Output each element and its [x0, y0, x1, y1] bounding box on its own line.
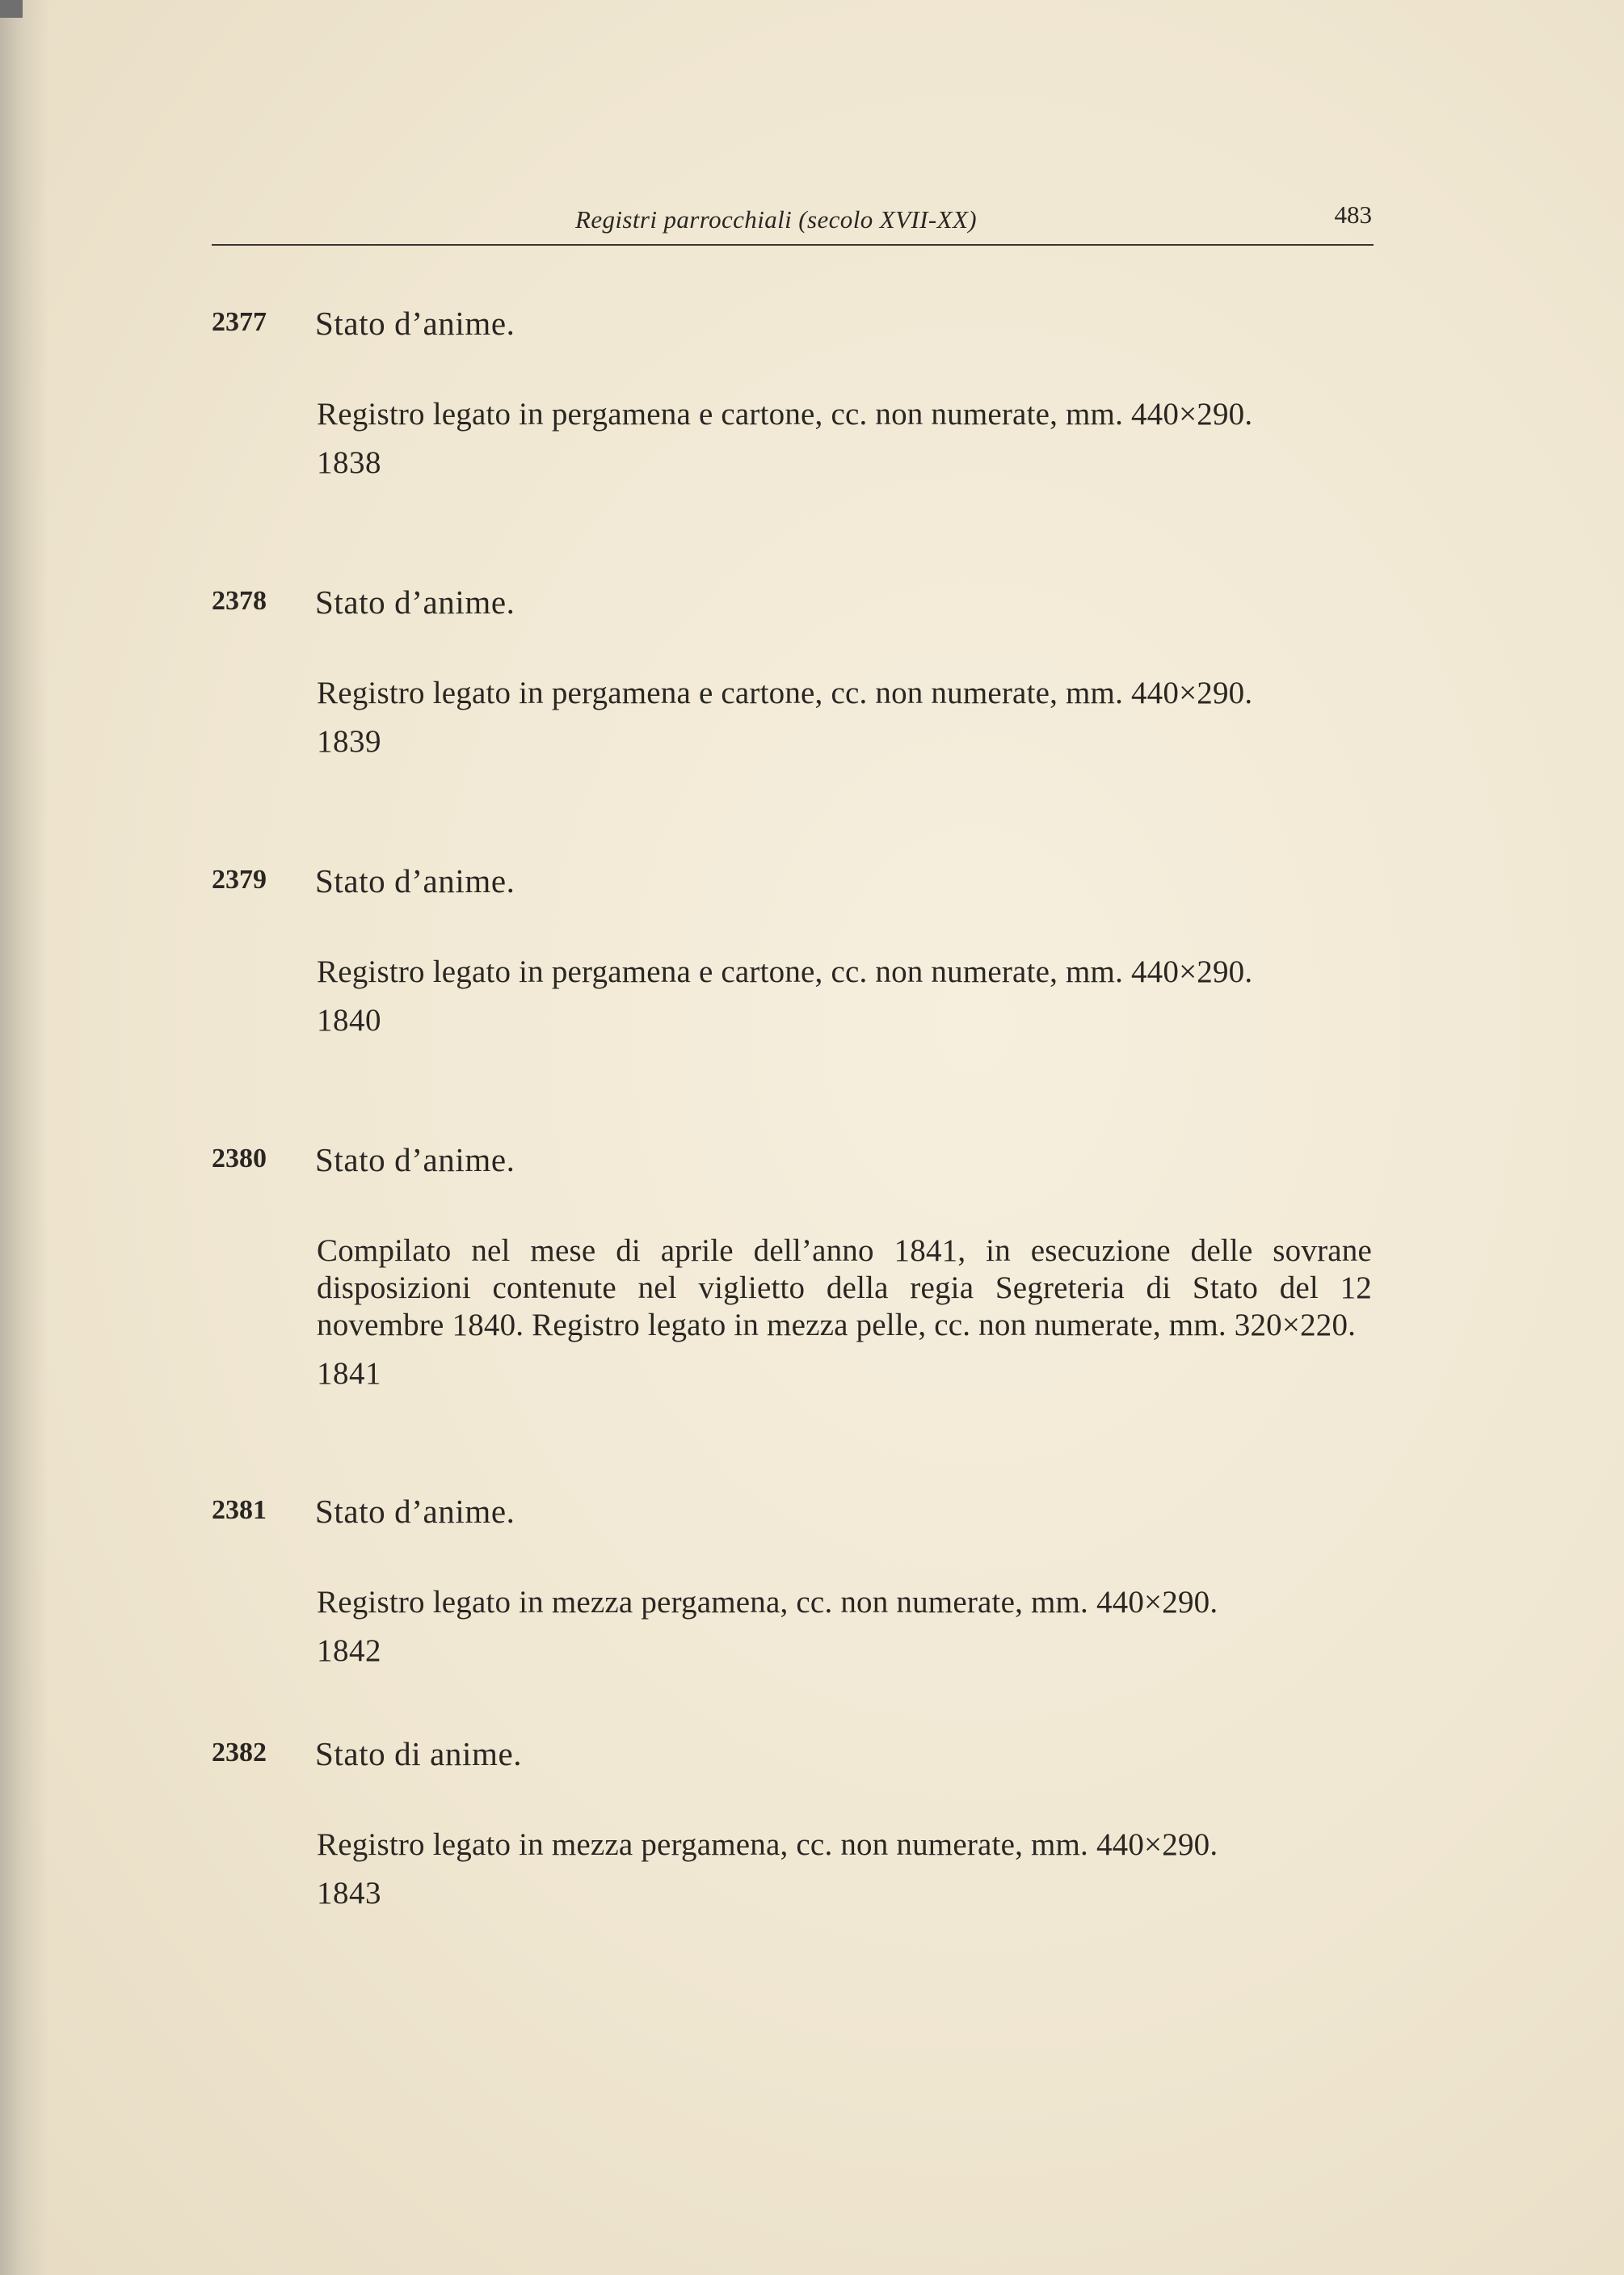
- entry-description: Registro legato in mezza pergamena, cc. non numerate, mm. 440×290.: [317, 1827, 1218, 1862]
- entry-number: 2381: [212, 1495, 267, 1525]
- running-head: [212, 197, 1374, 246]
- entry-head: [212, 1731, 1374, 1780]
- entry-number: 2382: [212, 1738, 267, 1767]
- entry-number: 2378: [212, 586, 267, 616]
- entry-2380: [212, 1137, 1374, 1392]
- entry-year: 1842: [317, 1633, 381, 1668]
- entry-title: Stato di anime.: [315, 1735, 523, 1772]
- entry-title: Stato d’anime.: [315, 305, 515, 342]
- scan-corner-mark: [0, 0, 23, 18]
- entry-year: 1840: [317, 1003, 381, 1038]
- entry-year: 1843: [317, 1876, 381, 1911]
- entry-description: Registro legato in pergamena e cartone, cc. non numerate, mm. 440×290.: [317, 676, 1253, 710]
- entry-2382: [212, 1731, 1374, 1912]
- running-title: Registri parrocchiali (secolo XVII-XX): [575, 205, 978, 234]
- entry-head: [212, 301, 1374, 349]
- entry-2379: [212, 858, 1374, 1039]
- entry-year: 1839: [317, 724, 381, 759]
- entry-year: 1841: [317, 1356, 381, 1391]
- entry-description: Registro legato in mezza pergamena, cc. non numerate, mm. 440×290.: [317, 1585, 1218, 1620]
- page-number: 483: [1334, 200, 1372, 229]
- entry-number: 2377: [212, 307, 267, 337]
- entry-head: [212, 858, 1374, 907]
- entry-year: 1838: [317, 445, 381, 480]
- entry-head: [212, 579, 1374, 628]
- entry-title: Stato d’anime.: [315, 583, 515, 621]
- entry-2381: [212, 1489, 1374, 1670]
- entry-2377: [212, 301, 1374, 482]
- entry-title: Stato d’anime.: [315, 1493, 515, 1530]
- entry-head: [212, 1489, 1374, 1537]
- binding-gutter: [0, 0, 48, 2275]
- entry-description: Compilato nel mese di aprile dell’anno 1841, in esecuzione delle sovrane disposizioni contenute nel viglietto della regia Segreteria di Stato del 12 novembre 1840. Registro legato in mezza pelle, cc. non numerate, mm. 320×220.: [317, 1233, 1372, 1342]
- entry-2378: [212, 579, 1374, 760]
- entry-description: Registro legato in pergamena e cartone, cc. non numerate, mm. 440×290.: [317, 954, 1253, 989]
- entry-title: Stato d’anime.: [315, 862, 515, 899]
- entry-number: 2380: [212, 1144, 267, 1173]
- entry-number: 2379: [212, 865, 267, 895]
- entry-description: Registro legato in pergamena e cartone, cc. non numerate, mm. 440×290.: [317, 397, 1253, 432]
- entry-head: [212, 1137, 1374, 1186]
- entry-title: Stato d’anime.: [315, 1141, 515, 1178]
